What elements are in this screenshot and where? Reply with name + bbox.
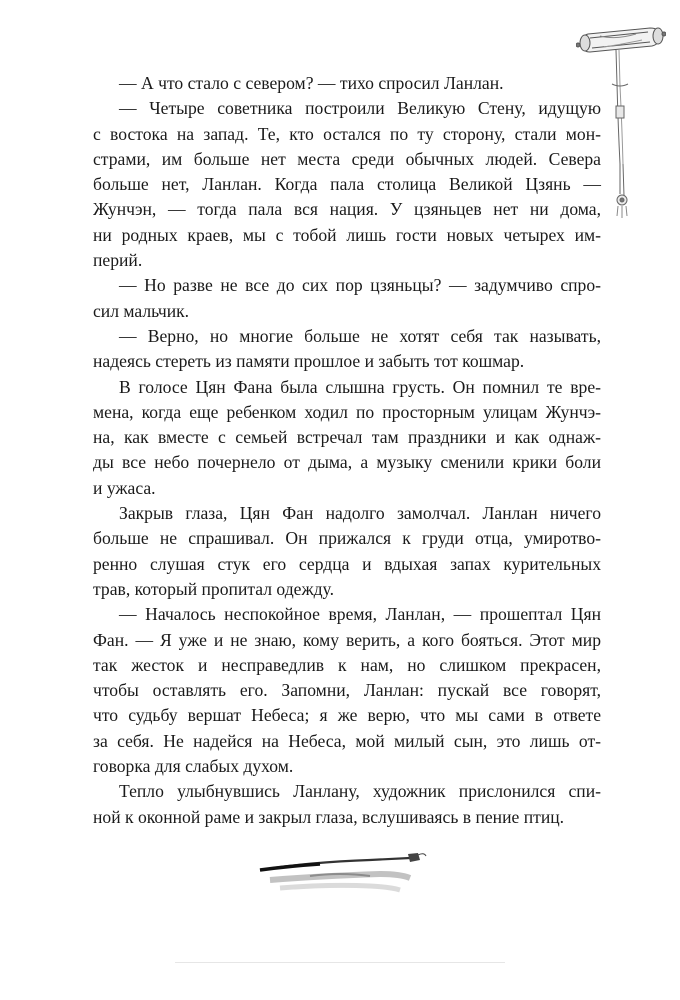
paragraph [93, 779, 601, 830]
text-line: страми, им больше нет места среди обычных людей. Севера [93, 148, 601, 169]
text-line: ни родных краев, мы с тобой лишь гости новых четырех им- [93, 224, 601, 245]
paragraph [93, 501, 601, 602]
text-line: Фан. — Я уже и не знаю, кому верить, а кого бояться. Этот мир [93, 629, 601, 650]
text-line: ренно слушая стук его сердца и вдыхая запах курительных [93, 553, 601, 574]
paragraph [93, 324, 601, 375]
text-line: на, как вместе с семьей встречал там праздники и как однаж- [93, 427, 601, 448]
text-line: за себя. Не надейся на Небеса, мой милый сын, это лишь от- [93, 730, 601, 751]
text-line: перий. [93, 250, 143, 271]
text-line: — Четыре советника построили Великую Стену, идущую [119, 98, 601, 119]
text-line: чтобы оставлять его. Запомни, Ланлан: пускай все говорят, [93, 680, 601, 701]
text-line: так жесток и несправедлив к нам, но слишком прекрасен, [93, 654, 601, 675]
text-line: мена, когда еще ребенком ходил по просторным улицам Жунчэ- [93, 401, 601, 422]
footer-divider [175, 962, 505, 963]
text-line: трав, который пропитал одежду. [93, 578, 334, 599]
text-line: больше нет, Ланлан. Когда пала столица Великой Цзянь — [93, 174, 601, 195]
text-line: и ужаса. [93, 477, 156, 498]
text-line: Тепло улыбнувшись Ланлану, художник прислонился спи- [119, 781, 601, 802]
paragraph [93, 96, 601, 273]
brush-icon [250, 840, 430, 900]
text-line: — Верно, но многие больше не хотят себя так называть, [119, 325, 601, 346]
text-line: Жунчэн, — тогда пала вся нация. У цзяньцев нет ни дома, [93, 199, 601, 220]
text-line: ды все небо почернело от дыма, а музыку сменили крики боли [93, 452, 601, 473]
text-line: говорка для слабых духом. [93, 756, 294, 777]
paragraph [93, 273, 601, 324]
text-line: В голосе Цян Фана была слышна грусть. Он помнил те вре- [119, 376, 601, 397]
text-line: больше не спрашивал. Он прижался к груди отца, умиротво- [93, 528, 601, 549]
text-line: с востока на запад. Те, кто остался по ту сторону, стали мон- [93, 123, 601, 144]
text-line: сил мальчик. [93, 300, 190, 321]
text-line: надеясь стереть из памяти прошлое и забыть тот кошмар. [93, 351, 525, 372]
text-line: что судьбу вершат Небеса; я же верю, что мы сами в ответе [93, 705, 601, 726]
text-line: Закрыв глаза, Цян Фан надолго замолчал. Ланлан ничего [119, 503, 601, 524]
paragraph [93, 375, 601, 501]
text-line: — А что стало с севером? — тихо спросил Ланлан. [119, 73, 504, 93]
paragraph [93, 602, 601, 779]
paragraph [93, 71, 601, 96]
text-line: — Началось неспокойное время, Ланлан, — прошептал Цян [119, 604, 601, 625]
body-text [93, 71, 601, 830]
text-line: — Но разве не все до сих пор цзяньцы? — задумчиво спро- [119, 275, 601, 296]
text-line: ной к оконной раме и закрыл глаза, вслушиваясь в пение птиц. [93, 806, 565, 827]
